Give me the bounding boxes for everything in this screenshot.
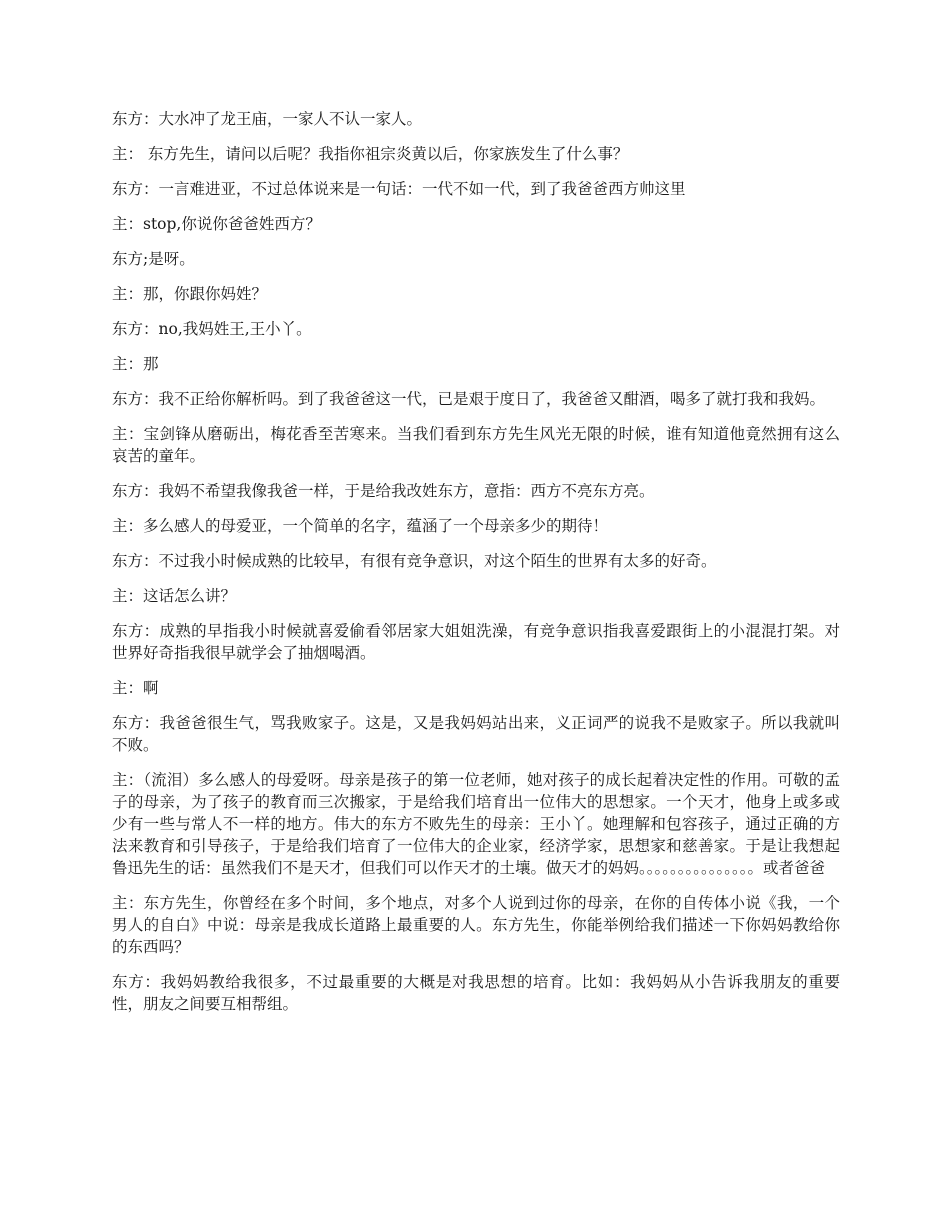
dialogue-line: 东方：大水冲了龙王庙，一家人不认一家人。	[112, 110, 423, 128]
dialogue-line: 东方：我不正给你解析吗。到了我爸爸这一代，已是艰于度日了，我爸爸又酣酒，喝多了就打我和我妈。	[112, 390, 826, 408]
dialogue-line: 主： 东方先生，请问以后呢？我指你祖宗炎黄以后，你家族发生了什么事？	[112, 145, 629, 163]
dialogue-line: 主：东方先生，你曾经在多个时间，多个地点，对多个人说到过你的母亲，在你的自传体小说《我，一个男人的自白》中说：母亲是我成长道路上最重要的人。东方先生，你能举例给我们描述一下你妈妈教给你的东西吗？	[112, 894, 840, 956]
dialogue-line: 东方;是呀。	[112, 250, 195, 268]
dialogue-line: 主：这话怎么讲？	[112, 587, 237, 605]
dialogue-line: 主：那	[112, 355, 159, 373]
dialogue-line: 东方：我妈不希望我像我爸一样，于是给我改姓东方，意指：西方不亮东方亮。	[112, 482, 655, 500]
dialogue-line: 主：stop,你说你爸爸姓西方？	[112, 215, 321, 233]
dialogue-line: 主：啊	[112, 679, 159, 697]
document-body	[112, 108, 840, 1028]
dialogue-line: 东方：不过我小时候成熟的比较早，有很有竞争意识，对这个陌生的世界有太多的好奇。	[112, 552, 717, 570]
dialogue-line: 主：多么感人的母爱亚，一个简单的名字，蕴涵了一个母亲多少的期待！	[112, 517, 609, 535]
dialogue-line: 主：那，你跟你妈姓？	[112, 285, 268, 303]
dialogue-line: 主：宝剑锋从磨砺出，梅花香至苦寒来。当我们看到东方先生风光无限的时候，谁有知道他竟然拥有这么哀苦的童年。	[112, 425, 840, 465]
dialogue-line: 主：（流泪）多么感人的母爱呀。母亲是孩子的第一位老师，她对孩子的成长起着决定性的作用。可敬的孟子的母亲，为了孩子的教育而三次搬家，于是给我们培育出一位伟大的思想家。一个天才，他身上或多或少有一些与常人不一样的地方。伟大的东方不败先生的母亲：王小丫。她理解和包容孩子，通过正确的方法来教育和引导孩子，于是给我们培育了一位伟大的企业家，经济学家，思想家和慈善家。于是让我想起鲁迅先生的话：虽然我们不是天才，但我们可以作天才的土壤。做天才的妈妈。。。。。。。。。。。。。。。或者爸爸	[112, 771, 840, 877]
dialogue-line: 东方：成熟的早指我小时候就喜爱偷看邻居家大姐姐洗澡，有竞争意识指我喜爱跟街上的小混混打架。对世界好奇指我很早就学会了抽烟喝酒。	[112, 622, 840, 662]
dialogue-line: 东方：一言难进亚，不过总体说来是一句话：一代不如一代，到了我爸爸西方帅这里	[112, 180, 686, 198]
dialogue-line: 东方：我爸爸很生气，骂我败家子。这是，又是我妈妈站出来，义正词严的说我不是败家子。所以我就叫不败。	[112, 714, 840, 754]
dialogue-line: 东方：no,我妈姓王,王小丫。	[112, 320, 312, 338]
dialogue-line: 东方：我妈妈教给我很多，不过最重要的大概是对我思想的培育。比如：我妈妈从小告诉我朋友的重要性，朋友之间要互相帮组。	[112, 973, 840, 1013]
